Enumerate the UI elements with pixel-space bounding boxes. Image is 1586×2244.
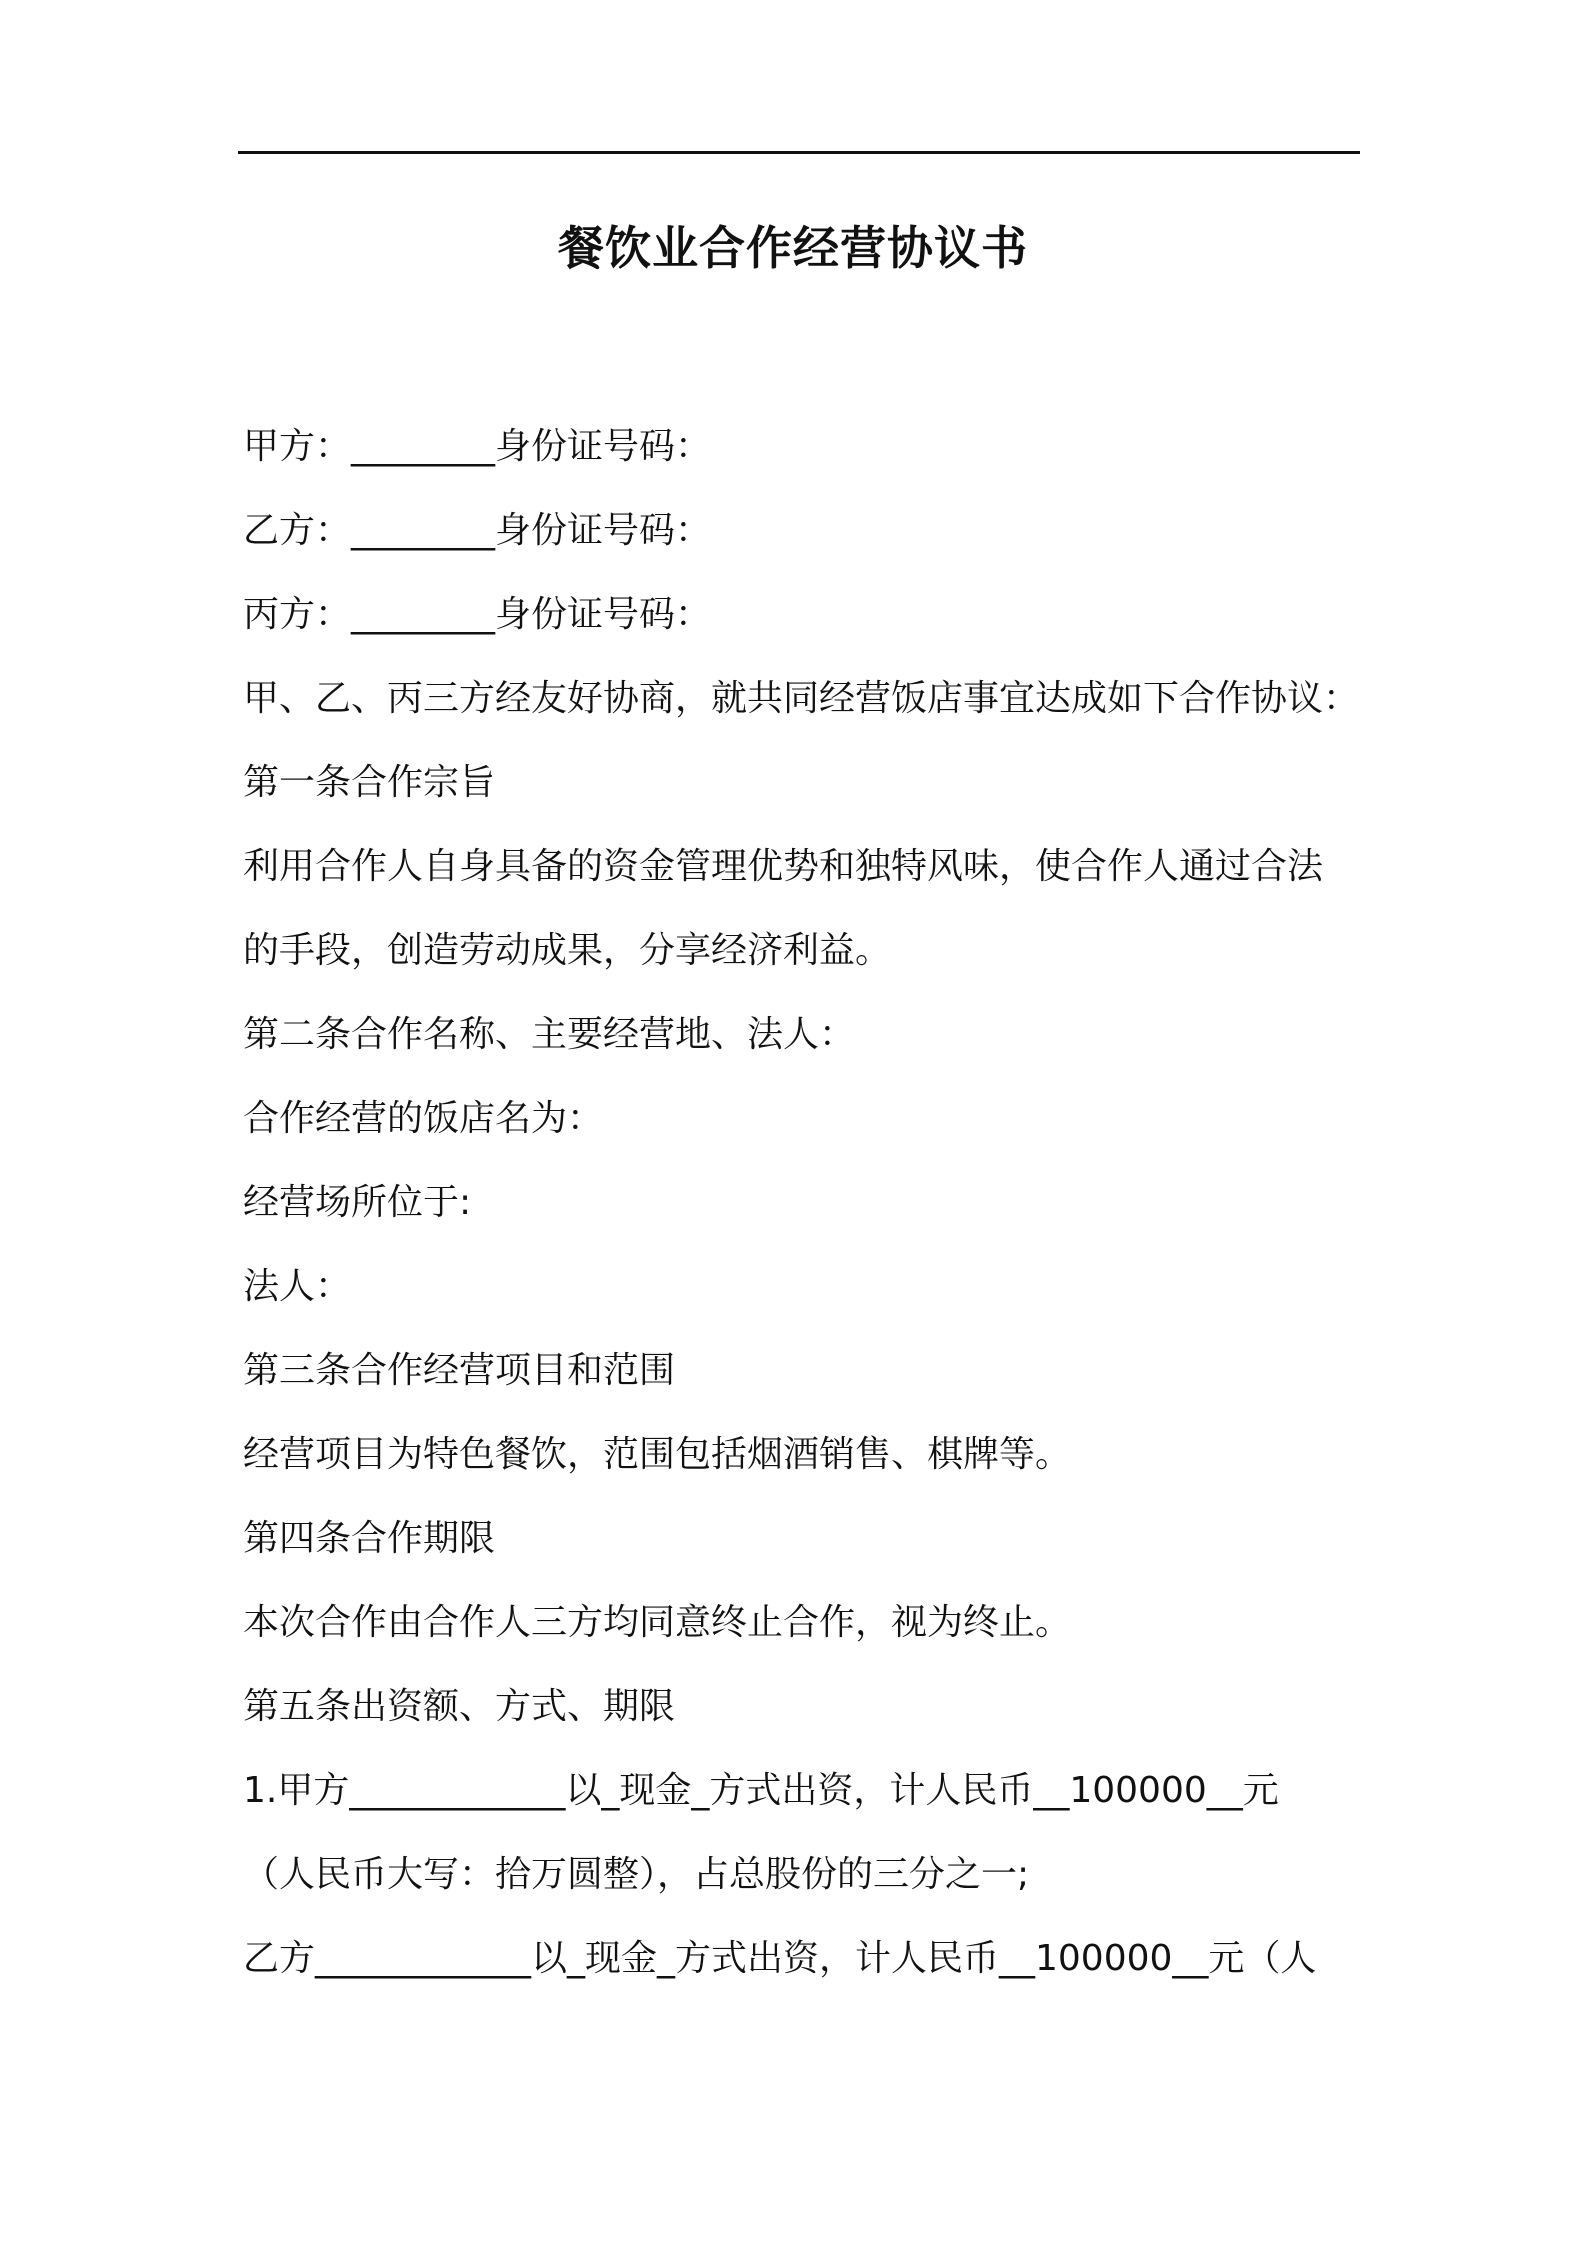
article-4-heading: 第四条合作期限 (243, 1518, 496, 1559)
capital-party-a-line-1: 1.甲方____________以_现金_方式出资，计人民币__100000__元 (243, 1770, 1279, 1811)
document-body (243, 405, 1363, 2001)
party-c-line: 丙方：________身份证号码： (243, 594, 712, 635)
article-1-text-line-1: 利用合作人自身具备的资金管理优势和独特风味，使合作人通过合法 (243, 846, 1324, 887)
header-rule (238, 151, 1360, 154)
article-5-heading: 第五条出资额、方式、期限 (243, 1686, 676, 1727)
article-3-text: 经营项目为特色餐饮，范围包括烟酒销售、棋牌等。 (243, 1434, 1072, 1475)
preamble-line: 甲、乙、丙三方经友好协商，就共同经营饭店事宜达成如下合作协议： (243, 678, 1360, 719)
capital-party-b-line-1: 乙方____________以_现金_方式出资，计人民币__100000__元（人 (243, 1938, 1317, 1979)
party-a-line: 甲方：________身份证号码： (243, 426, 712, 467)
article-2-heading: 第二条合作名称、主要经营地、法人： (243, 1014, 856, 1055)
legal-person-line: 法人： (243, 1266, 352, 1307)
restaurant-name-line: 合作经营的饭店名为： (243, 1098, 604, 1139)
document-title: 餐饮业合作经营协议书 (558, 221, 1028, 275)
article-4-text: 本次合作由合作人三方均同意终止合作，视为终止。 (243, 1602, 1072, 1643)
capital-party-a-line-2: （人民币大写：拾万圆整），占总股份的三分之一; (243, 1854, 1030, 1895)
article-3-heading: 第三条合作经营项目和范围 (243, 1350, 676, 1391)
article-1-text-line-2: 的手段，创造劳动成果，分享经济利益。 (243, 930, 892, 971)
party-b-line: 乙方：________身份证号码： (243, 510, 712, 551)
article-1-heading: 第一条合作宗旨 (243, 762, 496, 803)
business-location-line: 经营场所位于: (243, 1182, 472, 1223)
